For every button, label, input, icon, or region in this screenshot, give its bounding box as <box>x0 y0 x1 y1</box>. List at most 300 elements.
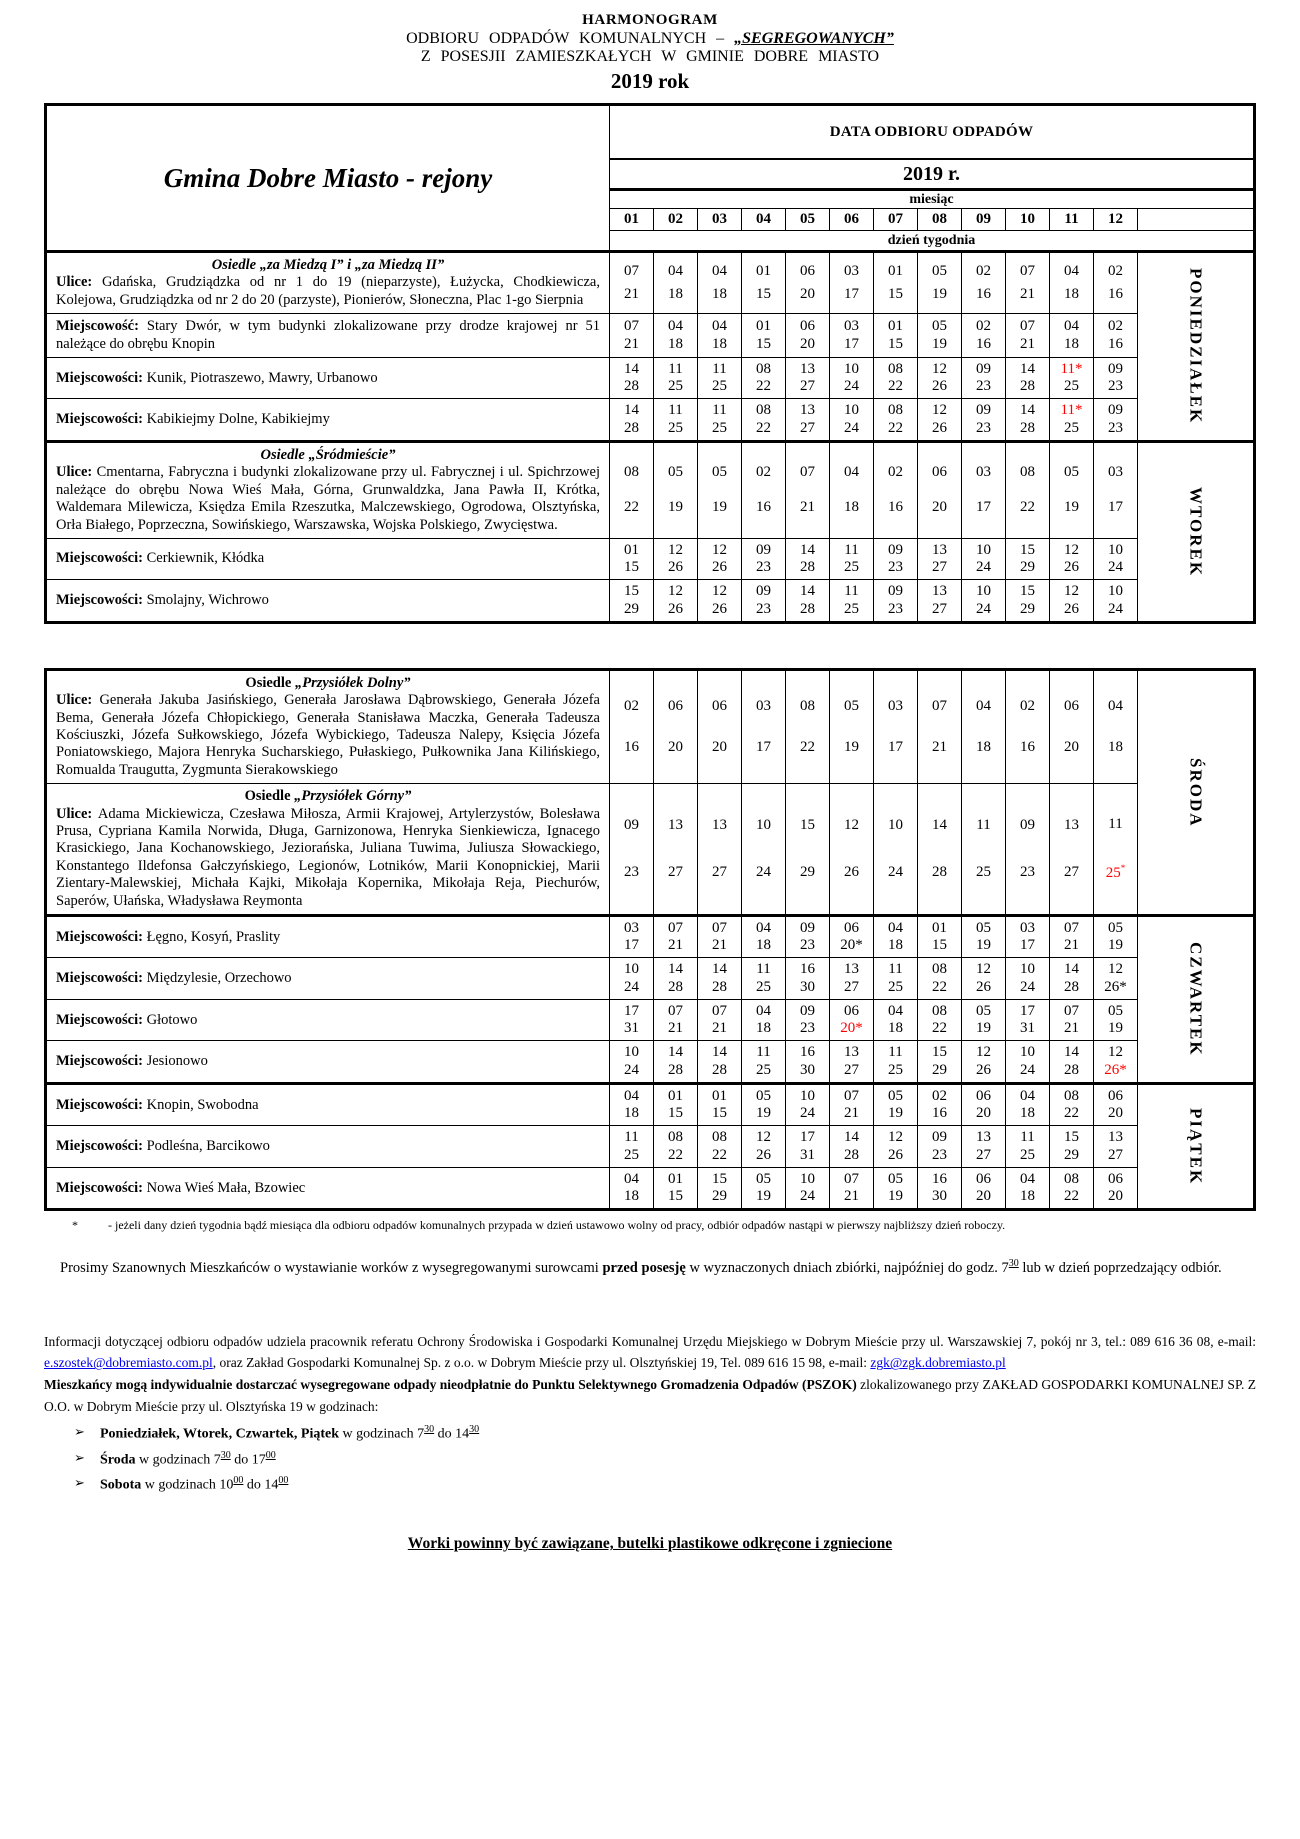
date-cell <box>829 783 873 914</box>
collection-date: 20* <box>840 1020 863 1037</box>
date-cell <box>653 579 697 621</box>
collection-date: 23 <box>624 863 639 880</box>
collection-date: 12 <box>668 583 683 600</box>
collection-date: 24 <box>624 978 639 995</box>
document-subtitle-line2: Z POSESJII ZAMIESZKAŁYCH W GMINIE DOBRE MIASTO <box>420 48 880 65</box>
collection-date: 28 <box>668 1061 683 1078</box>
date-cell <box>785 1082 829 1126</box>
collection-date: 15 <box>712 1105 727 1122</box>
date-cell <box>697 957 741 999</box>
collection-date: 20 <box>800 335 815 352</box>
collection-date: 27 <box>712 863 727 880</box>
collection-date: 05 <box>1108 1002 1123 1019</box>
date-cell <box>1005 250 1049 313</box>
collection-date: 11 <box>712 360 727 377</box>
collection-date: 21 <box>1064 937 1079 954</box>
date-cell <box>917 250 961 313</box>
collection-date: 15 <box>888 335 903 352</box>
collection-date: 18 <box>712 335 727 352</box>
weekday-label-text: WTOREK <box>1186 486 1206 577</box>
date-cell <box>697 1125 741 1167</box>
pszok-hours-item <box>74 1421 1256 1446</box>
collection-date: 07 <box>1020 262 1035 279</box>
collection-date: 15 <box>888 286 903 303</box>
collection-date: 24 <box>1020 978 1035 995</box>
date-cell <box>1049 783 1093 914</box>
collection-date: 06 <box>668 697 683 714</box>
date-cell <box>1005 1167 1049 1209</box>
collection-date: 22 <box>1020 499 1035 516</box>
collection-date: 21 <box>1020 335 1035 352</box>
collection-date: 14 <box>712 1044 727 1061</box>
arrow-bullet-icon: ➢ <box>74 1474 85 1490</box>
date-cell <box>961 313 1005 357</box>
collection-date: 05 <box>1108 919 1123 936</box>
collection-date: 18 <box>976 739 991 756</box>
collection-date: 10 <box>844 360 859 377</box>
date-cell <box>917 313 961 357</box>
date-cell <box>741 313 785 357</box>
region-title: Osiedle „Przysiółek Górny” <box>244 788 412 805</box>
collection-date: 19 <box>844 739 859 756</box>
date-cell <box>653 999 697 1041</box>
collection-date: 28 <box>1020 378 1035 395</box>
date-cell <box>653 313 697 357</box>
date-cell <box>1049 1082 1093 1126</box>
date-cell <box>1093 357 1137 399</box>
collection-date: 28 <box>624 378 639 395</box>
schedule-table-2 <box>44 668 1256 1212</box>
collection-date: 09 <box>756 541 771 558</box>
collection-date: 17 <box>624 937 639 954</box>
collection-date: 20 <box>668 739 683 756</box>
collection-date: 18 <box>888 937 903 954</box>
collection-date: 20 <box>1108 1188 1123 1205</box>
collection-date: 08 <box>712 1129 727 1146</box>
collection-date: 01 <box>668 1087 683 1104</box>
region-cell <box>47 1125 609 1167</box>
collection-date: 24 <box>1108 600 1123 617</box>
region-cell <box>47 1040 609 1082</box>
schedule-table-1 <box>44 103 1256 624</box>
date-cell <box>609 783 653 914</box>
collection-date: 31 <box>800 1146 815 1163</box>
collection-date: 15 <box>756 286 771 303</box>
date-cell <box>1093 957 1137 999</box>
collection-date: 21 <box>712 937 727 954</box>
date-cell <box>1049 1040 1093 1082</box>
collection-date: 12 <box>976 1044 991 1061</box>
collection-date: 18 <box>1020 1188 1035 1205</box>
month-header: 07 <box>873 208 917 230</box>
collection-date: 10 <box>976 541 991 558</box>
date-cell <box>609 999 653 1041</box>
collection-date: 08 <box>756 402 771 419</box>
date-cell <box>961 783 1005 914</box>
collection-date: 08 <box>668 1129 683 1146</box>
collection-date: 08 <box>1020 464 1035 481</box>
collection-date: 20 <box>800 286 815 303</box>
region-column-title <box>47 106 609 250</box>
collection-date: 13 <box>1108 1129 1123 1146</box>
date-cell <box>1093 671 1137 783</box>
region-description: Miejscowości: Kabikiejmy Dolne, Kabikiejmy <box>56 411 330 427</box>
collection-date: 09 <box>756 583 771 600</box>
collection-date: 15 <box>712 1170 727 1187</box>
collection-date: 07 <box>1064 919 1079 936</box>
date-cell <box>829 999 873 1041</box>
collection-date: 03 <box>888 697 903 714</box>
month-header: 10 <box>1005 208 1049 230</box>
collection-date: 07 <box>668 919 683 936</box>
collection-date: 17 <box>1020 937 1035 954</box>
collection-date: 24 <box>756 863 771 880</box>
date-cell <box>873 783 917 914</box>
collection-date: 27 <box>800 419 815 436</box>
date-cell <box>829 440 873 538</box>
collection-date: 25 <box>756 1061 771 1078</box>
collection-date: 01 <box>888 262 903 279</box>
date-cell <box>961 579 1005 621</box>
collection-date: 26* <box>1104 978 1127 995</box>
date-cell <box>829 579 873 621</box>
collection-date: 23 <box>1108 419 1123 436</box>
collection-date: 27 <box>800 378 815 395</box>
date-cell <box>1005 1040 1049 1082</box>
collection-date: 28 <box>800 600 815 617</box>
date-cell <box>697 313 741 357</box>
collection-date: 15 <box>624 559 639 576</box>
collection-date: 12 <box>712 583 727 600</box>
collection-date: 21 <box>844 1188 859 1205</box>
date-cell <box>829 313 873 357</box>
date-cell <box>697 250 741 313</box>
date-cell <box>829 538 873 580</box>
date-cell <box>785 313 829 357</box>
date-cell <box>697 1167 741 1209</box>
collection-date: 02 <box>624 697 639 714</box>
collection-date: 10 <box>624 961 639 978</box>
date-cell <box>697 783 741 914</box>
date-cell <box>609 914 653 958</box>
collection-date: 01 <box>932 919 947 936</box>
date-cell <box>1005 914 1049 958</box>
date-cell <box>961 1167 1005 1209</box>
collection-date: 22 <box>756 378 771 395</box>
collection-date: 30 <box>800 1061 815 1078</box>
pszok-hours-list <box>74 1421 1256 1497</box>
collection-date: 05 <box>844 697 859 714</box>
collection-date: 19 <box>1108 1020 1123 1037</box>
collection-date: 19 <box>888 1188 903 1205</box>
date-cell <box>741 1040 785 1082</box>
collection-date: 23 <box>888 559 903 576</box>
date-cell <box>1093 914 1137 958</box>
collection-date: 07 <box>844 1087 859 1104</box>
region-description: Miejscowości: Smolajny, Wichrowo <box>56 591 269 608</box>
date-cell <box>1005 999 1049 1041</box>
collection-date: 08 <box>888 402 903 419</box>
collection-date: 06 <box>844 919 859 936</box>
collection-date: 01 <box>888 317 903 334</box>
collection-date: 07 <box>712 919 727 936</box>
region-cell <box>47 398 609 440</box>
collection-date: 05 <box>1064 464 1079 481</box>
collection-date: 11 <box>712 402 727 419</box>
collection-date: 25 <box>756 978 771 995</box>
collection-date: 21 <box>624 335 639 352</box>
date-cell <box>741 1167 785 1209</box>
asterisk-footnote <box>72 1218 1256 1233</box>
date-cell <box>961 398 1005 440</box>
collection-date: 12 <box>932 402 947 419</box>
region-description: Miejscowości: Jesionowo <box>56 1053 208 1070</box>
date-cell <box>1093 579 1137 621</box>
collection-date: 16 <box>1108 286 1123 303</box>
collection-date: 13 <box>932 541 947 558</box>
collection-date-header: DATA ODBIORU ODPADÓW <box>609 106 1253 158</box>
collection-date: 28 <box>800 559 815 576</box>
date-cell <box>741 357 785 399</box>
month-header: 11 <box>1049 208 1093 230</box>
date-cell <box>653 1167 697 1209</box>
collection-date: 23 <box>932 1146 947 1163</box>
collection-date: 18 <box>624 1188 639 1205</box>
collection-date: 13 <box>800 402 815 419</box>
collection-date: 22 <box>888 419 903 436</box>
collection-date: 26 <box>712 559 727 576</box>
collection-date: 12 <box>932 360 947 377</box>
weekday-row-label: dzień tygodnia <box>609 230 1253 250</box>
region-cell <box>47 440 609 538</box>
collection-date: 27 <box>844 978 859 995</box>
collection-date: 21 <box>844 1105 859 1122</box>
date-cell <box>829 957 873 999</box>
collection-date: 08 <box>1064 1087 1079 1104</box>
collection-date: 06 <box>712 697 727 714</box>
region-cell <box>47 1082 609 1126</box>
date-cell <box>785 579 829 621</box>
date-cell <box>917 783 961 914</box>
collection-date: 23 <box>756 600 771 617</box>
collection-date: 29 <box>1020 600 1035 617</box>
date-cell <box>1005 357 1049 399</box>
collection-date: 04 <box>888 1002 903 1019</box>
collection-date: 09 <box>1108 360 1123 377</box>
date-cell <box>785 1125 829 1167</box>
collection-date: 04 <box>624 1087 639 1104</box>
collection-date: 25 <box>844 600 859 617</box>
collection-date: 16 <box>1108 335 1123 352</box>
date-cell <box>609 538 653 580</box>
region-label: Miejscowości: <box>56 411 147 427</box>
date-cell <box>785 783 829 914</box>
collection-date: 04 <box>668 317 683 334</box>
region-label: Ulice: <box>56 692 100 709</box>
collection-date: 25* <box>1105 862 1126 881</box>
date-cell <box>917 1167 961 1209</box>
region-title: Osiedle „Śródmieście” <box>260 446 396 463</box>
collection-date: 24 <box>976 600 991 617</box>
collection-date: 11 <box>1108 816 1123 833</box>
collection-date: 24 <box>888 863 903 880</box>
collection-date: 28 <box>712 978 727 995</box>
collection-date: 12 <box>844 816 859 833</box>
month-header: 06 <box>829 208 873 230</box>
date-cell <box>829 250 873 313</box>
collection-date: 14 <box>624 360 639 377</box>
date-cell <box>785 1167 829 1209</box>
collection-date: 11 <box>668 402 683 419</box>
date-cell <box>653 398 697 440</box>
region-cell <box>47 671 609 783</box>
weekday-label-text: CZWARTEK <box>1186 942 1206 1057</box>
collection-date: 03 <box>844 262 859 279</box>
collection-date: 08 <box>624 464 639 481</box>
collection-date: 22 <box>888 378 903 395</box>
collection-date: 14 <box>668 961 683 978</box>
date-cell <box>653 440 697 538</box>
collection-date: 18 <box>1020 1105 1035 1122</box>
info-paragraph: Informacji dotyczącej odbioru odpadów udziela pracownik referatu Ochrony Środowiska i Gospodarki Komunalnej Urzędu Miejskiego w Dobrym Mieście przy ul. Warszawskiej 7, pokój nr 3, tel.: 089 616 36 08, e-mail: e.szostek@dobremiasto.com.pl, oraz Zakład Gospodarki Komunalnej Sp. z o.o. w Dobrym Mieście przy ul. Olsztyńskiej 19, Tel. 089 616 15 98, e-mail: zgk@zgk.dobremiasto.pl <box>44 1333 1256 1371</box>
date-cell <box>1093 1125 1137 1167</box>
collection-date: 05 <box>756 1087 771 1104</box>
date-cell <box>1049 914 1093 958</box>
date-cell <box>1049 440 1093 538</box>
collection-date: 11* <box>1060 402 1083 419</box>
collection-date: 20 <box>1064 739 1079 756</box>
collection-date: 26 <box>976 1061 991 1078</box>
date-cell <box>1093 1167 1137 1209</box>
email-link[interactable]: e.szostek@dobremiasto.com.pl <box>44 1355 213 1371</box>
month-header: 02 <box>653 208 697 230</box>
date-cell <box>961 914 1005 958</box>
date-cell <box>917 957 961 999</box>
region-label: Miejscowości: <box>56 1011 147 1028</box>
region-cell <box>47 914 609 958</box>
date-cell <box>917 357 961 399</box>
region-description: Miejscowości: Głotowo <box>56 1011 198 1028</box>
collection-date: 16 <box>976 286 991 303</box>
date-cell <box>653 538 697 580</box>
date-cell <box>961 957 1005 999</box>
collection-date: 26 <box>932 419 947 436</box>
date-cell <box>653 357 697 399</box>
collection-date: 14 <box>932 816 947 833</box>
collection-date: 12 <box>668 541 683 558</box>
date-cell <box>1049 250 1093 313</box>
collection-date: 07 <box>1020 317 1035 334</box>
region-label: Miejscowości: <box>56 928 147 945</box>
collection-date: 20 <box>1108 1105 1123 1122</box>
collection-date: 21 <box>800 499 815 516</box>
collection-date: 23 <box>976 419 991 436</box>
date-cell <box>609 313 653 357</box>
collection-date: 13 <box>844 1044 859 1061</box>
collection-date: 24 <box>844 378 859 395</box>
collection-date: 24 <box>1020 1061 1035 1078</box>
region-label: Miejscowości: <box>56 1138 147 1155</box>
date-cell <box>741 999 785 1041</box>
date-cell <box>829 914 873 958</box>
date-cell <box>1093 538 1137 580</box>
collection-date: 08 <box>1064 1170 1079 1187</box>
date-cell <box>1005 538 1049 580</box>
date-cell <box>873 1167 917 1209</box>
collection-date: 02 <box>976 262 991 279</box>
collection-date: 21 <box>624 286 639 303</box>
collection-date: 26 <box>1064 559 1079 576</box>
collection-date: 23 <box>1108 378 1123 395</box>
weekday-label <box>1137 440 1253 621</box>
date-cell <box>873 579 917 621</box>
collection-date: 28 <box>1064 978 1079 995</box>
collection-date: 04 <box>976 697 991 714</box>
collection-date: 21 <box>668 937 683 954</box>
date-cell <box>1049 1167 1093 1209</box>
collection-date: 03 <box>844 317 859 334</box>
date-cell <box>653 957 697 999</box>
collection-date: 06 <box>1108 1087 1123 1104</box>
date-cell <box>697 1040 741 1082</box>
date-cell <box>961 1125 1005 1167</box>
collection-date: 16 <box>756 499 771 516</box>
collection-date: 09 <box>800 1002 815 1019</box>
collection-date: 06 <box>976 1087 991 1104</box>
collection-date: 01 <box>668 1170 683 1187</box>
collection-date: 27 <box>932 600 947 617</box>
collection-date: 05 <box>976 1002 991 1019</box>
collection-date: 29 <box>624 600 639 617</box>
collection-date: 17 <box>976 499 991 516</box>
date-cell <box>1093 250 1137 313</box>
date-cell <box>741 914 785 958</box>
collection-date: 14 <box>800 583 815 600</box>
collection-date: 05 <box>932 317 947 334</box>
collection-date: 07 <box>1064 1002 1079 1019</box>
collection-date: 28 <box>624 419 639 436</box>
collection-date: 15 <box>1020 541 1035 558</box>
collection-date: 08 <box>756 360 771 377</box>
collection-date: 03 <box>1108 464 1123 481</box>
date-cell <box>1005 440 1049 538</box>
date-cell <box>653 250 697 313</box>
collection-date: 11 <box>624 1129 639 1146</box>
date-cell <box>961 440 1005 538</box>
date-cell <box>1093 1040 1137 1082</box>
collection-date: 04 <box>1064 262 1079 279</box>
date-cell <box>1005 1082 1049 1126</box>
collection-date: 28 <box>1020 419 1035 436</box>
collection-date: 27 <box>976 1146 991 1163</box>
weekday-label-text: PIĄTEK <box>1186 1108 1206 1186</box>
collection-date: 12 <box>976 961 991 978</box>
collection-date: 15 <box>800 816 815 833</box>
collection-date: 18 <box>1064 286 1079 303</box>
date-cell <box>873 313 917 357</box>
date-cell <box>697 538 741 580</box>
collection-date: 23 <box>888 600 903 617</box>
region-cell <box>47 313 609 357</box>
date-cell <box>609 250 653 313</box>
email-link[interactable]: zgk@zgk.dobremiasto.pl <box>870 1355 1006 1371</box>
collection-date: 23 <box>800 937 815 954</box>
document-year: 2019 rok <box>610 69 690 93</box>
date-cell <box>741 538 785 580</box>
asterisk-symbol: * <box>72 1218 78 1233</box>
collection-date: 09 <box>1020 816 1035 833</box>
region-description: Miejscowości: Kunik, Piotraszewo, Mawry, Urbanowo <box>56 369 378 386</box>
